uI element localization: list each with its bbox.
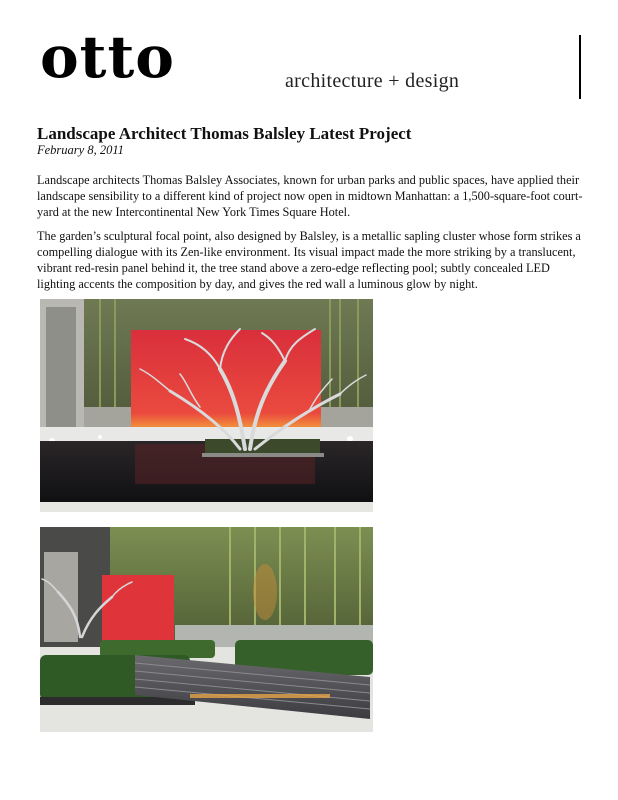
courtyard-photo-bench	[40, 527, 373, 732]
article-paragraph-1: Landscape architects Thomas Balsley Associates, known for urban parks and public spaces, have applied their landscape sensibility to a different kind of project now open in midtown Manhattan: a 1,500-square-foot court-yard at the new Intercontinental New York Times Square Hotel.	[37, 173, 583, 219]
article-title: Landscape Architect Thomas Balsley Latest Project	[37, 124, 412, 143]
header-divider	[579, 35, 581, 99]
tagline: architecture + design	[285, 70, 460, 92]
otto-logo: otto	[40, 23, 175, 91]
article-paragraph-2: The garden’s sculptural focal point, also designed by Balsley, is a metallic sapling cluster whose form strikes a compelling dialogue with its Zen-like environment. Its visual impact made the more striking by a translucent, vibrant red-resin panel behind it, the tree stand above a zero-edge reflecting pool; subtly concealed LED lighting accents the composition by day, and gives the red wall a luminous glow by night.	[37, 229, 581, 291]
article-date: February 8, 2011	[37, 143, 124, 157]
courtyard-photo-tree	[40, 299, 373, 512]
